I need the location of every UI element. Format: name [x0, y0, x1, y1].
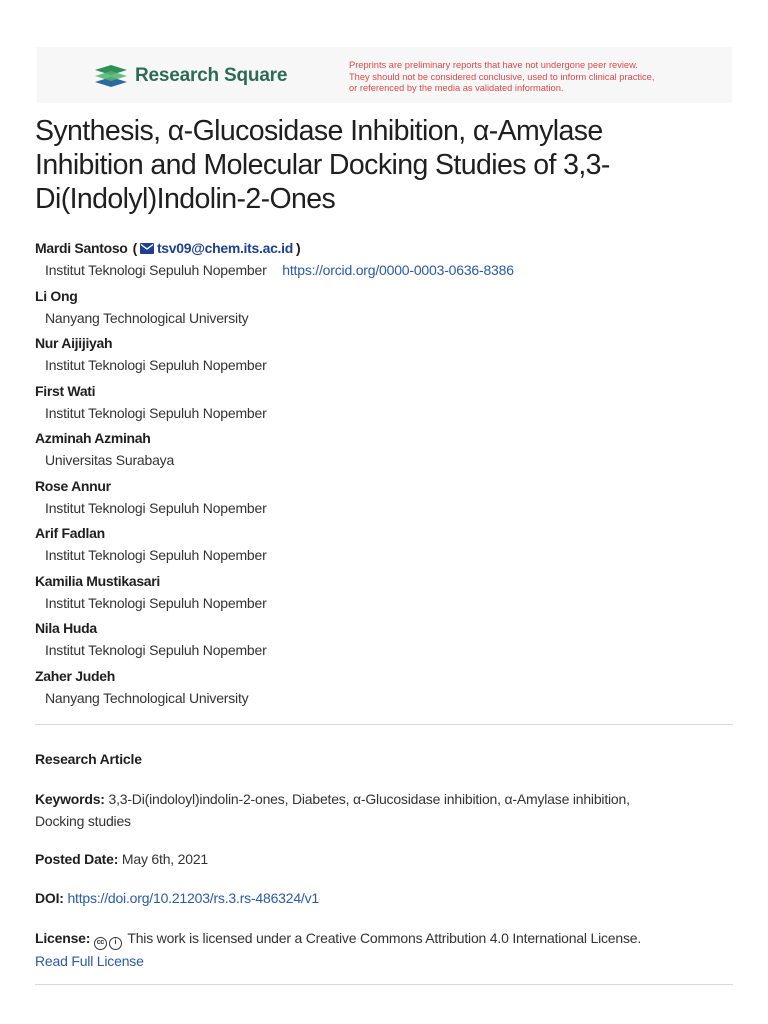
article-type	[35, 748, 735, 770]
title-line: Di(Indolyl)Indolin-2-Ones	[35, 183, 336, 215]
research-square-logo[interactable]	[93, 63, 287, 89]
paren-close: )	[296, 240, 301, 256]
article-type-text: Research Article	[35, 751, 142, 767]
attribution-icon: i	[109, 937, 122, 950]
author-affiliation: Nanyang Technological University	[45, 309, 249, 326]
author-affiliation: Institut Teknologi Sepuluh Nopember	[45, 594, 267, 611]
logo-text: Research Square	[135, 65, 288, 86]
author-name: Kamilia Mustikasari	[35, 572, 161, 589]
author-name: Zaher Judeh	[35, 667, 115, 684]
author-entry	[35, 284, 735, 332]
author-affiliation: Institut Teknologi Sepuluh Nopember	[45, 642, 267, 658]
author-name: Nur Aijijiyah	[35, 335, 113, 351]
author-affiliation	[35, 260, 735, 284]
orcid-link[interactable]: https://orcid.org/0000-0003-0636-8386	[282, 262, 514, 278]
author-affiliation: Institut Teknologi Sepuluh Nopember	[45, 499, 267, 516]
envelope-icon	[140, 243, 154, 254]
author-name: Nila Huda	[35, 620, 97, 636]
author-name: Mardi Santoso	[35, 240, 128, 256]
research-square-logo-icon	[93, 63, 129, 89]
preprint-banner	[37, 47, 732, 103]
author-name: Azminah Azminah	[35, 430, 151, 446]
author-affiliation: Institut Teknologi Sepuluh Nopember	[45, 357, 267, 373]
author-entry	[35, 616, 735, 664]
paper-title	[35, 114, 735, 216]
author-affiliation: Institut Teknologi Sepuluh Nopember	[45, 404, 267, 421]
keywords-text: 3,3-Di(indoloyl)indolin-2-ones, Diabetes, α-Glucosidase inhibition, α-Amylase inhibition,	[108, 791, 630, 807]
title-line: Inhibition and Molecular Docking Studies of 3,3-	[35, 149, 610, 181]
title-line: Synthesis, α-Glucosidase Inhibition, α-Amylase	[35, 115, 603, 147]
keywords	[35, 788, 735, 832]
paren-open: (	[132, 240, 137, 256]
keywords-text: Docking studies	[35, 813, 131, 829]
preprint-notice	[349, 60, 709, 95]
section-divider	[35, 984, 733, 985]
license	[35, 927, 735, 972]
author-entry	[35, 569, 735, 617]
email-text: tsv09@chem.its.ac.id	[156, 240, 293, 256]
author-affiliation: Institut Teknologi Sepuluh Nopember	[45, 547, 267, 563]
email-link[interactable]	[140, 237, 293, 259]
notice-line: Preprints are preliminary reports that have not undergone peer review.	[349, 60, 638, 70]
author-affiliation: Nanyang Technological University	[45, 689, 249, 706]
author-entry	[35, 664, 735, 712]
author-affiliation: Universitas Surabaya	[45, 452, 175, 468]
author-entry	[35, 331, 735, 379]
author-name: Arif Fadlan	[35, 525, 105, 541]
author-name-row	[35, 236, 735, 260]
license-text: This work is licensed under a Creative Commons Attribution 4.0 International License.	[127, 930, 642, 946]
notice-line: They should not be considered conclusive, used to inform clinical practice,	[349, 71, 655, 82]
notice-line: or referenced by the media as validated information.	[349, 83, 564, 93]
author-entry	[35, 379, 735, 427]
doi-label: DOI:	[35, 890, 64, 906]
doi	[35, 887, 735, 909]
posted-date	[35, 848, 735, 870]
author-entry	[35, 521, 735, 569]
doi-link[interactable]: https://doi.org/10.21203/rs.3.rs-486324/v1	[67, 890, 320, 906]
author-list	[35, 236, 735, 711]
section-divider	[35, 724, 733, 725]
posted-date-value: May 6th, 2021	[121, 851, 209, 867]
cc-icon: cc	[94, 937, 107, 950]
author-entry	[35, 474, 735, 522]
read-full-license-link[interactable]: Read Full License	[35, 953, 144, 969]
author-name: First Wati	[35, 382, 96, 399]
author-name: Li Ong	[35, 287, 78, 304]
author-entry	[35, 426, 735, 474]
license-label: License:	[35, 930, 91, 946]
author-corresponding	[35, 236, 735, 284]
posted-date-label: Posted Date:	[35, 851, 119, 867]
affiliation-text: Institut Teknologi Sepuluh Nopember	[45, 262, 267, 278]
author-name: Rose Annur	[35, 477, 111, 494]
keywords-label: Keywords:	[35, 791, 105, 807]
